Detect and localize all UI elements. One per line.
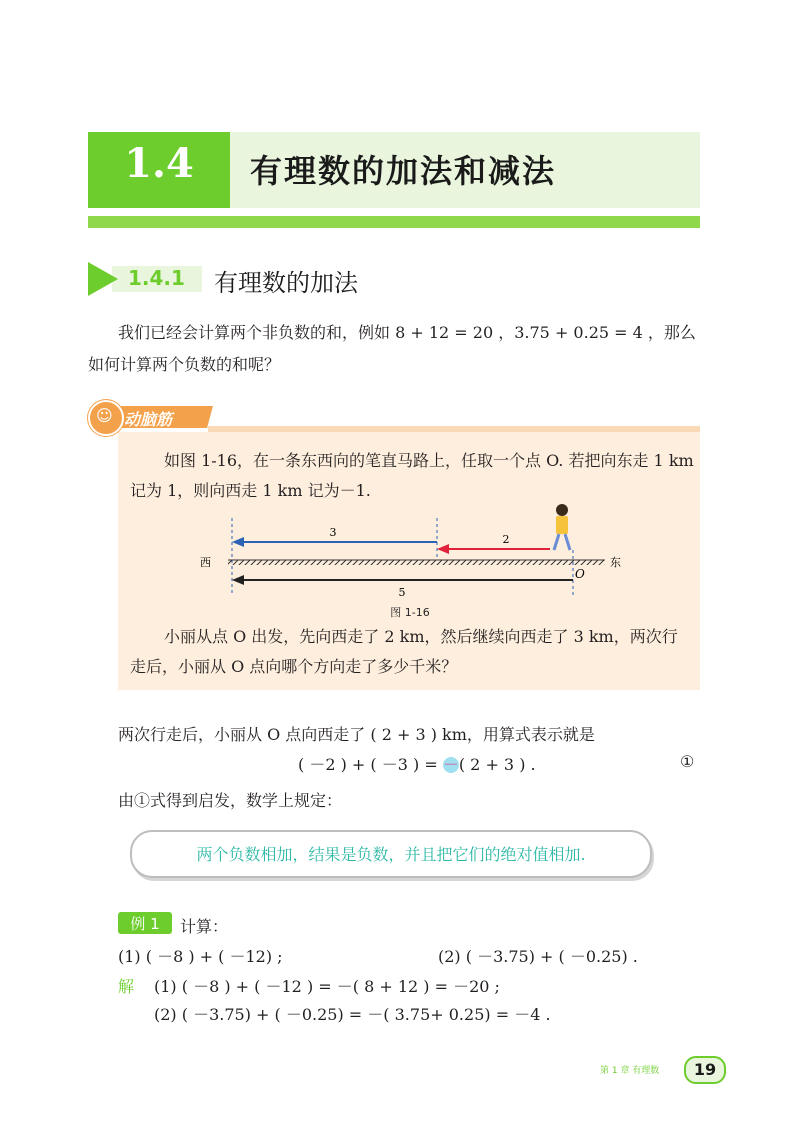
footer-chapter: 第 1 章 有理数 [600, 1066, 660, 1076]
after-line-3: 由①式得到启发，数学上规定： [118, 791, 343, 810]
example-q1: (1) ( －8 ) + ( －12) ; [118, 947, 283, 966]
label-2: 2 [502, 533, 510, 546]
think-label-text: 动脑筋 [124, 410, 173, 429]
think-label [88, 400, 288, 436]
equation-right: ( 2 + 3 ) . [458, 755, 536, 774]
subsection-number: 1.4.1 [128, 266, 185, 290]
rule-box [130, 830, 652, 878]
intro-line-2: 如何计算两个负数的和呢？ [88, 355, 281, 374]
solution-1: (1) ( －8 ) + ( －12 ) = －( 8 + 12 ) = －20 ; [154, 977, 500, 996]
figure-caption: 图 1-16 [390, 606, 430, 619]
black-arrowhead [232, 575, 244, 585]
think-para1-line2: 记为 1，则向西走 1 km 记为－1. [130, 481, 371, 500]
example-tag [118, 912, 172, 934]
solution-label: 解 [118, 977, 135, 996]
after-line-1: 两次行走后，小丽从 O 点向西走了 ( 2 + 3 ) km，用算式表示就是 [118, 725, 595, 744]
section-number: 1.4 [124, 140, 194, 187]
equation-number: ① [680, 752, 695, 771]
label-5: 5 [398, 586, 406, 599]
think-para2-line2: 走后，小丽从 O 点向哪个方向走了多少千米？ [130, 657, 458, 676]
page-number: 19 [693, 1060, 717, 1079]
intro-line-1: 我们已经会计算两个非负数的和，例如 8 + 12 = 20 ，3.75 + 0.25 = 4 ，那么 [118, 323, 696, 342]
east-label: 东 [610, 556, 621, 569]
think-para1-line1: 如图 1-16，在一条东西向的笔直马路上，任取一个点 O. 若把向东走 1 km [164, 451, 694, 470]
section-header [88, 132, 700, 208]
subsection-heading [88, 262, 488, 296]
example-q2: (2) ( －3.75) + ( －0.25) . [438, 947, 638, 966]
equation-1 [298, 752, 536, 775]
west-label: 西 [200, 556, 211, 569]
example-tag-label: 例 1 [130, 915, 160, 933]
red-arrowhead [437, 544, 449, 554]
section-number-box [88, 132, 230, 208]
think-para2-line1: 小丽从点 O 出发，先向西走了 2 km，然后继续向西走了 3 km，两次行 [164, 627, 678, 646]
subsection-title: 有理数的加法 [214, 269, 358, 297]
equation-left: ( －2 ) + ( －3 ) = [298, 755, 443, 774]
blue-arrowhead [232, 537, 244, 547]
solution-2: (2) ( －3.75) + ( －0.25) = －( 3.75+ 0.25) = －4 . [154, 1005, 551, 1024]
section-divider [88, 216, 700, 228]
origin-label: O [575, 567, 585, 581]
road-hatch [228, 560, 605, 565]
section-title-box [230, 132, 700, 208]
play-arrow-icon [88, 262, 118, 296]
girl-walking-icon [554, 504, 570, 550]
page-number-badge [684, 1056, 726, 1084]
brain-icon: ☺ [88, 400, 124, 436]
section-title: 有理数的加法和减法 [250, 152, 557, 190]
example-prompt: 计算： [180, 917, 229, 936]
number-line-figure [190, 500, 630, 605]
label-3: 3 [329, 526, 337, 539]
equation-sign: － [442, 755, 459, 774]
rule-text: 两个负数相加，结果是负数，并且把它们的绝对值相加. [196, 845, 586, 864]
